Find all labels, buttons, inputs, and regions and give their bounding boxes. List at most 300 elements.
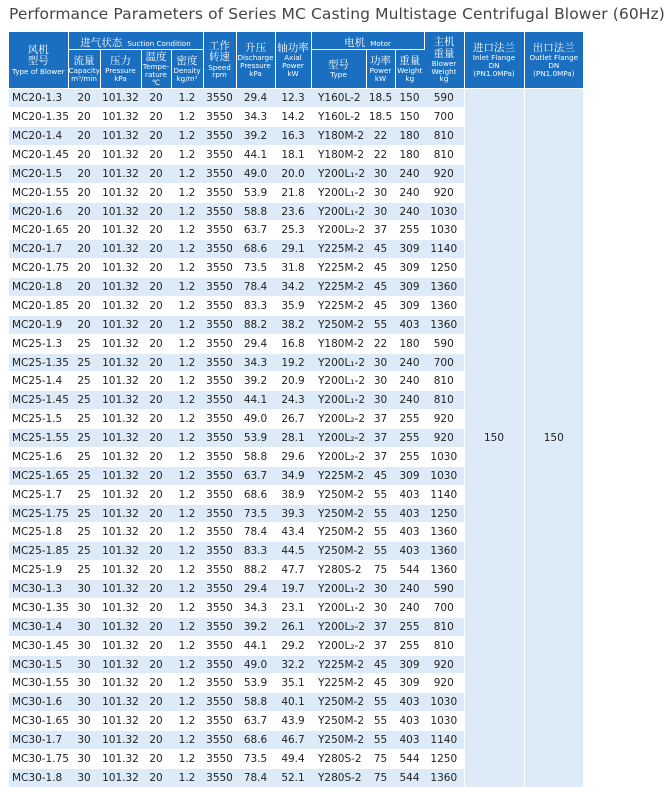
cell-axial-power: 14.2: [275, 108, 311, 127]
cell-speed: 3550: [203, 296, 236, 315]
cell-speed: 3550: [203, 674, 236, 693]
cell-motor-power: 30: [366, 598, 395, 617]
cell-capacity: 20: [68, 89, 100, 108]
cell-density: 1.2: [171, 259, 203, 278]
cell-motor-weight: 180: [395, 127, 424, 146]
cell-model: MC30-1.7: [9, 731, 68, 750]
page-title: Performance Parameters of Series MC Casting Multistage Centrifugal Blower (60Hz): [9, 5, 665, 23]
cell-blower-weight: 920: [424, 674, 464, 693]
cell-motor-power: 18.5: [366, 89, 395, 108]
cell-temperature: 20: [141, 221, 171, 240]
cell-motor-weight: 309: [395, 655, 424, 674]
cell-density: 1.2: [171, 466, 203, 485]
cell-motor-weight: 403: [395, 315, 424, 334]
cell-motor-power: 55: [366, 315, 395, 334]
cell-speed: 3550: [203, 561, 236, 580]
cell-motor-weight: 240: [395, 391, 424, 410]
cell-blower-weight: 1360: [424, 523, 464, 542]
cell-discharge-pressure: 83.3: [236, 542, 275, 561]
cell-axial-power: 21.8: [275, 183, 311, 202]
cell-blower-weight: 810: [424, 391, 464, 410]
cell-pressure: 101.32: [100, 731, 141, 750]
cell-density: 1.2: [171, 447, 203, 466]
cell-motor-type: Y180M-2: [311, 127, 366, 146]
cell-blower-weight: 1360: [424, 278, 464, 297]
cell-speed: 3550: [203, 466, 236, 485]
cell-capacity: 30: [68, 580, 100, 599]
cell-model: MC25-1.6: [9, 447, 68, 466]
cell-model: MC20-1.55: [9, 183, 68, 202]
cell-model: MC30-1.55: [9, 674, 68, 693]
cell-motor-power: 30: [366, 353, 395, 372]
cell-temperature: 20: [141, 353, 171, 372]
cell-motor-weight: 403: [395, 731, 424, 750]
cell-motor-power: 45: [366, 674, 395, 693]
cell-temperature: 20: [141, 259, 171, 278]
cell-axial-power: 49.4: [275, 749, 311, 768]
cell-axial-power: 28.1: [275, 429, 311, 448]
cell-axial-power: 23.6: [275, 202, 311, 221]
cell-temperature: 20: [141, 183, 171, 202]
cell-motor-power: 55: [366, 485, 395, 504]
cell-pressure: 101.32: [100, 768, 141, 787]
cell-motor-type: Y200L₁-2: [311, 164, 366, 183]
cell-pressure: 101.32: [100, 580, 141, 599]
cell-motor-weight: 403: [395, 542, 424, 561]
outlet-flange-value: 150: [524, 89, 583, 787]
header-pressure: 压力 Pressure kPa: [100, 50, 141, 89]
cell-discharge-pressure: 78.4: [236, 278, 275, 297]
cell-motor-power: 22: [366, 145, 395, 164]
cell-motor-type: Y200L₂-2: [311, 429, 366, 448]
cell-motor-weight: 309: [395, 278, 424, 297]
table-header: [9, 32, 583, 89]
table-body: [9, 89, 583, 787]
cell-motor-weight: 240: [395, 598, 424, 617]
cell-pressure: 101.32: [100, 89, 141, 108]
cell-speed: 3550: [203, 655, 236, 674]
cell-axial-power: 38.2: [275, 315, 311, 334]
cell-axial-power: 29.1: [275, 240, 311, 259]
cell-model: MC25-1.45: [9, 391, 68, 410]
cell-capacity: 30: [68, 749, 100, 768]
cell-temperature: 20: [141, 674, 171, 693]
cell-speed: 3550: [203, 202, 236, 221]
cell-motor-power: 55: [366, 542, 395, 561]
cell-speed: 3550: [203, 372, 236, 391]
cell-discharge-pressure: 73.5: [236, 504, 275, 523]
cell-axial-power: 26.1: [275, 617, 311, 636]
cell-speed: 3550: [203, 410, 236, 429]
cell-discharge-pressure: 49.0: [236, 410, 275, 429]
cell-density: 1.2: [171, 768, 203, 787]
cell-density: 1.2: [171, 693, 203, 712]
cell-temperature: 20: [141, 636, 171, 655]
cell-density: 1.2: [171, 561, 203, 580]
cell-discharge-pressure: 39.2: [236, 127, 275, 146]
cell-motor-type: Y225M-2: [311, 655, 366, 674]
header-blower-weight: 主机 重量 Blower Weight kg: [424, 32, 464, 89]
cell-density: 1.2: [171, 353, 203, 372]
cell-density: 1.2: [171, 410, 203, 429]
cell-speed: 3550: [203, 353, 236, 372]
cell-motor-weight: 403: [395, 712, 424, 731]
cell-density: 1.2: [171, 240, 203, 259]
cell-motor-power: 37: [366, 636, 395, 655]
cell-motor-power: 45: [366, 296, 395, 315]
cell-motor-power: 22: [366, 334, 395, 353]
cell-discharge-pressure: 49.0: [236, 164, 275, 183]
cell-pressure: 101.32: [100, 693, 141, 712]
cell-capacity: 25: [68, 334, 100, 353]
cell-density: 1.2: [171, 485, 203, 504]
cell-pressure: 101.32: [100, 636, 141, 655]
cell-model: MC25-1.55: [9, 429, 68, 448]
cell-motor-weight: 180: [395, 334, 424, 353]
cell-temperature: 20: [141, 693, 171, 712]
cell-temperature: 20: [141, 127, 171, 146]
cell-blower-weight: 700: [424, 353, 464, 372]
cell-model: MC25-1.9: [9, 561, 68, 580]
cell-pressure: 101.32: [100, 617, 141, 636]
cell-motor-type: Y250M-2: [311, 315, 366, 334]
cell-discharge-pressure: 44.1: [236, 391, 275, 410]
cell-capacity: 20: [68, 296, 100, 315]
cell-blower-weight: 920: [424, 183, 464, 202]
cell-temperature: 20: [141, 108, 171, 127]
cell-density: 1.2: [171, 580, 203, 599]
cell-pressure: 101.32: [100, 561, 141, 580]
cell-density: 1.2: [171, 278, 203, 297]
cell-capacity: 25: [68, 466, 100, 485]
cell-motor-type: Y250M-2: [311, 485, 366, 504]
cell-axial-power: 31.8: [275, 259, 311, 278]
cell-motor-weight: 403: [395, 504, 424, 523]
cell-speed: 3550: [203, 429, 236, 448]
cell-capacity: 25: [68, 561, 100, 580]
cell-motor-type: Y280S-2: [311, 768, 366, 787]
cell-pressure: 101.32: [100, 410, 141, 429]
cell-density: 1.2: [171, 296, 203, 315]
cell-motor-type: Y160L-2: [311, 108, 366, 127]
cell-pressure: 101.32: [100, 655, 141, 674]
header-inlet-flange: 进口法兰 Inlet Flange DN (PN1.0MPa): [464, 32, 524, 89]
cell-capacity: 25: [68, 523, 100, 542]
cell-motor-power: 30: [366, 580, 395, 599]
cell-axial-power: 26.7: [275, 410, 311, 429]
cell-temperature: 20: [141, 202, 171, 221]
cell-temperature: 20: [141, 391, 171, 410]
cell-motor-weight: 180: [395, 145, 424, 164]
cell-motor-power: 30: [366, 183, 395, 202]
cell-motor-type: Y200L₂-2: [311, 221, 366, 240]
cell-axial-power: 12.3: [275, 89, 311, 108]
cell-model: MC25-1.65: [9, 466, 68, 485]
header-motor-type: 型号 Type: [311, 50, 366, 89]
cell-speed: 3550: [203, 523, 236, 542]
cell-temperature: 20: [141, 466, 171, 485]
cell-axial-power: 16.3: [275, 127, 311, 146]
cell-model: MC30-1.75: [9, 749, 68, 768]
cell-motor-power: 55: [366, 712, 395, 731]
cell-discharge-pressure: 44.1: [236, 145, 275, 164]
cell-density: 1.2: [171, 617, 203, 636]
cell-axial-power: 43.4: [275, 523, 311, 542]
cell-axial-power: 35.9: [275, 296, 311, 315]
cell-axial-power: 19.2: [275, 353, 311, 372]
cell-motor-type: Y200L₁-2: [311, 372, 366, 391]
cell-blower-weight: 920: [424, 429, 464, 448]
cell-density: 1.2: [171, 315, 203, 334]
cell-pressure: 101.32: [100, 108, 141, 127]
cell-axial-power: 16.8: [275, 334, 311, 353]
cell-motor-weight: 255: [395, 447, 424, 466]
cell-speed: 3550: [203, 598, 236, 617]
cell-blower-weight: 810: [424, 617, 464, 636]
cell-motor-weight: 255: [395, 429, 424, 448]
cell-motor-power: 30: [366, 391, 395, 410]
cell-motor-power: 45: [366, 278, 395, 297]
cell-speed: 3550: [203, 580, 236, 599]
cell-capacity: 20: [68, 240, 100, 259]
cell-discharge-pressure: 53.9: [236, 674, 275, 693]
cell-motor-type: Y200L₂-2: [311, 447, 366, 466]
cell-motor-type: Y200L₁-2: [311, 391, 366, 410]
cell-discharge-pressure: 29.4: [236, 89, 275, 108]
header-density: 密度 Density kg/m³: [171, 50, 203, 89]
cell-speed: 3550: [203, 617, 236, 636]
cell-model: MC20-1.7: [9, 240, 68, 259]
cell-blower-weight: 1250: [424, 259, 464, 278]
cell-density: 1.2: [171, 749, 203, 768]
cell-blower-weight: 1030: [424, 447, 464, 466]
cell-motor-power: 37: [366, 617, 395, 636]
cell-pressure: 101.32: [100, 259, 141, 278]
cell-axial-power: 34.2: [275, 278, 311, 297]
cell-motor-weight: 403: [395, 523, 424, 542]
cell-discharge-pressure: 58.8: [236, 693, 275, 712]
cell-capacity: 25: [68, 447, 100, 466]
cell-discharge-pressure: 68.6: [236, 731, 275, 750]
cell-capacity: 30: [68, 712, 100, 731]
cell-motor-type: Y225M-2: [311, 466, 366, 485]
cell-speed: 3550: [203, 164, 236, 183]
cell-capacity: 20: [68, 202, 100, 221]
cell-model: MC20-1.65: [9, 221, 68, 240]
cell-capacity: 25: [68, 353, 100, 372]
cell-density: 1.2: [171, 636, 203, 655]
cell-motor-power: 55: [366, 523, 395, 542]
cell-motor-weight: 309: [395, 259, 424, 278]
cell-discharge-pressure: 78.4: [236, 523, 275, 542]
cell-model: MC25-1.75: [9, 504, 68, 523]
cell-discharge-pressure: 88.2: [236, 561, 275, 580]
cell-temperature: 20: [141, 429, 171, 448]
cell-motor-type: Y280S-2: [311, 561, 366, 580]
cell-blower-weight: 920: [424, 655, 464, 674]
header-type: 风机 型号 Type of Blower: [9, 32, 68, 89]
cell-motor-type: Y250M-2: [311, 523, 366, 542]
cell-axial-power: 23.1: [275, 598, 311, 617]
cell-discharge-pressure: 78.4: [236, 768, 275, 787]
cell-pressure: 101.32: [100, 315, 141, 334]
cell-discharge-pressure: 63.7: [236, 221, 275, 240]
cell-capacity: 25: [68, 542, 100, 561]
header-capacity: 流量 Capacity m³/min: [68, 50, 100, 89]
cell-motor-type: Y200L₁-2: [311, 183, 366, 202]
cell-capacity: 20: [68, 315, 100, 334]
cell-blower-weight: 810: [424, 145, 464, 164]
cell-capacity: 25: [68, 391, 100, 410]
cell-capacity: 20: [68, 278, 100, 297]
cell-motor-weight: 150: [395, 89, 424, 108]
cell-motor-power: 30: [366, 372, 395, 391]
cell-axial-power: 18.1: [275, 145, 311, 164]
cell-motor-power: 30: [366, 164, 395, 183]
cell-temperature: 20: [141, 598, 171, 617]
cell-capacity: 20: [68, 108, 100, 127]
cell-axial-power: 46.7: [275, 731, 311, 750]
cell-discharge-pressure: 68.6: [236, 485, 275, 504]
cell-temperature: 20: [141, 655, 171, 674]
cell-speed: 3550: [203, 259, 236, 278]
cell-motor-weight: 240: [395, 202, 424, 221]
cell-capacity: 30: [68, 655, 100, 674]
cell-motor-type: Y160L-2: [311, 89, 366, 108]
cell-temperature: 20: [141, 145, 171, 164]
cell-motor-power: 30: [366, 202, 395, 221]
cell-model: MC30-1.35: [9, 598, 68, 617]
cell-temperature: 20: [141, 504, 171, 523]
cell-blower-weight: 1360: [424, 768, 464, 787]
cell-temperature: 20: [141, 485, 171, 504]
cell-blower-weight: 810: [424, 636, 464, 655]
cell-discharge-pressure: 49.0: [236, 655, 275, 674]
cell-model: MC30-1.6: [9, 693, 68, 712]
cell-pressure: 101.32: [100, 598, 141, 617]
cell-temperature: 20: [141, 334, 171, 353]
cell-axial-power: 43.9: [275, 712, 311, 731]
cell-model: MC25-1.5: [9, 410, 68, 429]
cell-speed: 3550: [203, 485, 236, 504]
cell-temperature: 20: [141, 278, 171, 297]
cell-capacity: 20: [68, 145, 100, 164]
cell-motor-type: Y200L₁-2: [311, 202, 366, 221]
cell-capacity: 20: [68, 221, 100, 240]
cell-axial-power: 38.9: [275, 485, 311, 504]
cell-axial-power: 29.6: [275, 447, 311, 466]
cell-axial-power: 24.3: [275, 391, 311, 410]
cell-motor-type: Y250M-2: [311, 542, 366, 561]
cell-motor-type: Y225M-2: [311, 296, 366, 315]
cell-speed: 3550: [203, 693, 236, 712]
cell-discharge-pressure: 73.5: [236, 259, 275, 278]
cell-axial-power: 52.1: [275, 768, 311, 787]
cell-capacity: 20: [68, 259, 100, 278]
cell-motor-type: Y280S-2: [311, 749, 366, 768]
header-suction-condition: 进气状态 Suction Condition: [68, 32, 203, 50]
cell-axial-power: 34.9: [275, 466, 311, 485]
cell-motor-weight: 403: [395, 485, 424, 504]
cell-blower-weight: 920: [424, 410, 464, 429]
cell-blower-weight: 1030: [424, 202, 464, 221]
header-outlet-flange: 出口法兰 Outlet Flange DN (PN1.0MPa): [524, 32, 583, 89]
cell-motor-weight: 240: [395, 372, 424, 391]
cell-blower-weight: 1030: [424, 712, 464, 731]
cell-density: 1.2: [171, 655, 203, 674]
cell-pressure: 101.32: [100, 145, 141, 164]
cell-motor-power: 55: [366, 693, 395, 712]
cell-speed: 3550: [203, 504, 236, 523]
cell-motor-type: Y225M-2: [311, 259, 366, 278]
cell-motor-weight: 544: [395, 768, 424, 787]
cell-blower-weight: 700: [424, 108, 464, 127]
cell-speed: 3550: [203, 768, 236, 787]
cell-density: 1.2: [171, 183, 203, 202]
cell-pressure: 101.32: [100, 353, 141, 372]
cell-speed: 3550: [203, 334, 236, 353]
cell-density: 1.2: [171, 391, 203, 410]
cell-motor-type: Y250M-2: [311, 712, 366, 731]
cell-density: 1.2: [171, 542, 203, 561]
cell-blower-weight: 590: [424, 89, 464, 108]
cell-temperature: 20: [141, 712, 171, 731]
cell-motor-type: Y200L₁-2: [311, 353, 366, 372]
cell-motor-power: 18.5: [366, 108, 395, 127]
cell-motor-power: 75: [366, 561, 395, 580]
cell-motor-weight: 240: [395, 353, 424, 372]
cell-model: MC20-1.45: [9, 145, 68, 164]
cell-motor-power: 75: [366, 768, 395, 787]
cell-motor-weight: 255: [395, 636, 424, 655]
cell-motor-power: 75: [366, 749, 395, 768]
cell-model: MC20-1.6: [9, 202, 68, 221]
cell-motor-type: Y250M-2: [311, 731, 366, 750]
cell-motor-type: Y200L₂-2: [311, 410, 366, 429]
cell-pressure: 101.32: [100, 183, 141, 202]
cell-speed: 3550: [203, 712, 236, 731]
cell-model: MC25-1.85: [9, 542, 68, 561]
cell-axial-power: 39.3: [275, 504, 311, 523]
inlet-flange-value: 150: [464, 89, 524, 787]
cell-axial-power: 29.2: [275, 636, 311, 655]
cell-model: MC20-1.85: [9, 296, 68, 315]
cell-density: 1.2: [171, 504, 203, 523]
cell-discharge-pressure: 58.8: [236, 202, 275, 221]
cell-capacity: 25: [68, 504, 100, 523]
cell-motor-weight: 240: [395, 164, 424, 183]
cell-motor-power: 45: [366, 259, 395, 278]
cell-speed: 3550: [203, 636, 236, 655]
cell-model: MC20-1.4: [9, 127, 68, 146]
cell-capacity: 30: [68, 598, 100, 617]
header-discharge-pressure: 升压 Discharge Pressure kPa: [236, 32, 275, 89]
cell-temperature: 20: [141, 542, 171, 561]
cell-blower-weight: 700: [424, 598, 464, 617]
cell-pressure: 101.32: [100, 334, 141, 353]
cell-motor-type: Y180M-2: [311, 145, 366, 164]
cell-capacity: 30: [68, 731, 100, 750]
cell-capacity: 20: [68, 127, 100, 146]
cell-pressure: 101.32: [100, 749, 141, 768]
cell-capacity: 25: [68, 410, 100, 429]
cell-axial-power: 20.0: [275, 164, 311, 183]
cell-motor-weight: 309: [395, 240, 424, 259]
cell-model: MC25-1.7: [9, 485, 68, 504]
cell-discharge-pressure: 39.2: [236, 372, 275, 391]
cell-discharge-pressure: 83.3: [236, 296, 275, 315]
cell-motor-weight: 309: [395, 674, 424, 693]
